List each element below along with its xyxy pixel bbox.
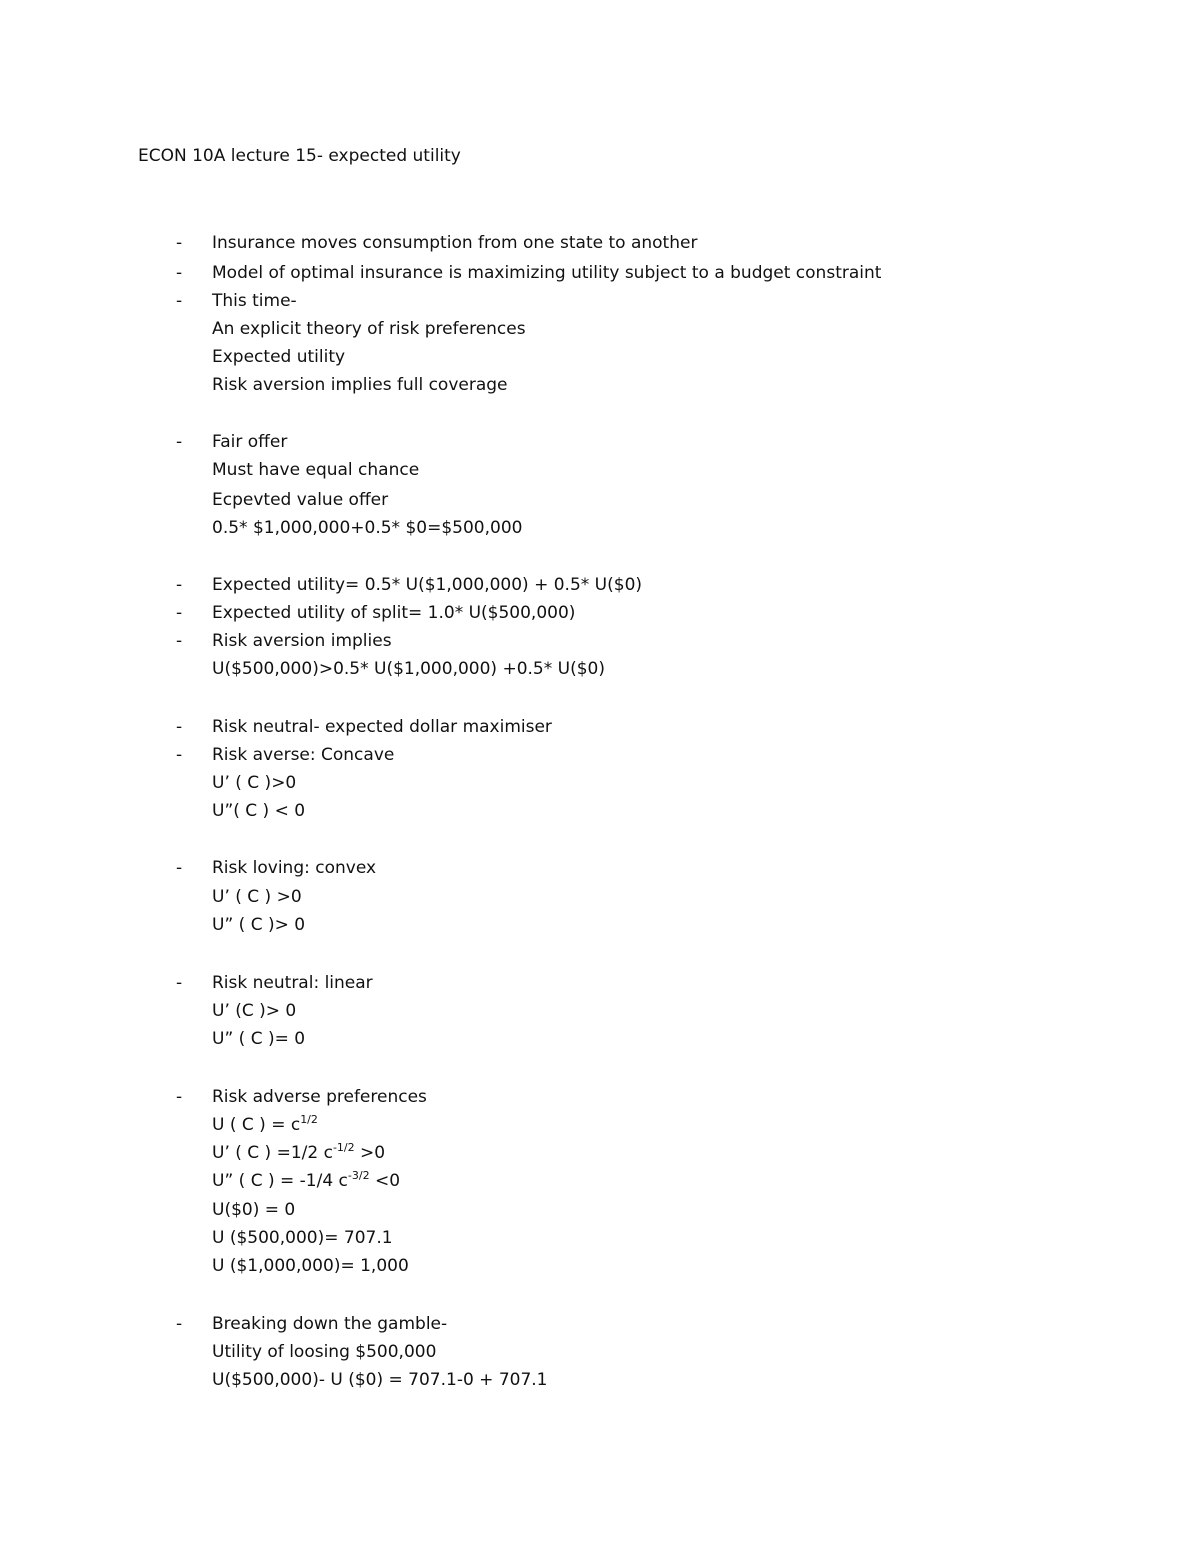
sub-line: U($500,000)- U ($0) = 707.1-0 + 707.1 <box>212 1370 548 1390</box>
bullet-dash: - <box>176 432 183 452</box>
bullet-item: This time- <box>212 291 297 311</box>
bullet-dash: - <box>176 575 183 595</box>
bullet-item: Risk loving: convex <box>212 858 377 878</box>
bullet-dash: - <box>176 291 183 311</box>
sub-line: U’ (C )> 0 <box>212 1001 297 1021</box>
superscript: -1/2 <box>332 1141 355 1154</box>
bullet-dash: - <box>176 233 183 253</box>
bullet-dash: - <box>176 603 183 623</box>
sub-line: Risk aversion implies full coverage <box>212 375 508 395</box>
bullet-dash: - <box>176 858 183 878</box>
bullet-item: Fair offer <box>212 432 288 452</box>
bullet-dash: - <box>176 263 183 283</box>
sub-line: U ($500,000)= 707.1 <box>212 1228 393 1248</box>
sub-line: U’ ( C )>0 <box>212 773 297 793</box>
sub-line <box>212 1113 318 1137</box>
bullet-dash: - <box>176 745 183 765</box>
text-segment: U” ( C ) = -1/4 c <box>212 1171 348 1191</box>
sub-line: Ecpevted value offer <box>212 490 389 510</box>
sub-line: U’ ( C ) >0 <box>212 887 302 907</box>
bullet-dash: - <box>176 631 183 651</box>
sub-line: Expected utility <box>212 347 346 367</box>
bullet-dash: - <box>176 1087 183 1107</box>
sub-line <box>212 1169 400 1193</box>
bullet-item: Risk adverse preferences <box>212 1087 427 1107</box>
superscript: 1/2 <box>300 1113 318 1126</box>
superscript: -3/2 <box>347 1169 370 1182</box>
bullet-dash: - <box>176 717 183 737</box>
sub-line: U($0) = 0 <box>212 1200 296 1220</box>
bullet-item: Model of optimal insurance is maximizing utility subject to a budget constraint <box>212 263 882 283</box>
bullet-item: Insurance moves consumption from one state to another <box>212 233 698 253</box>
bullet-item: Risk averse: Concave <box>212 745 395 765</box>
bullet-item: Risk neutral: linear <box>212 973 373 993</box>
sub-line <box>212 1141 385 1165</box>
sub-line: An explicit theory of risk preferences <box>212 319 526 339</box>
text-segment: U’ ( C ) =1/2 c <box>212 1143 333 1163</box>
text-segment: <0 <box>369 1171 401 1191</box>
sub-line: U ($1,000,000)= 1,000 <box>212 1256 409 1276</box>
sub-line: U” ( C )= 0 <box>212 1029 306 1049</box>
sub-line: Must have equal chance <box>212 460 420 480</box>
document-title: ECON 10A lecture 15- expected utility <box>138 146 461 166</box>
sub-line: U”( C ) < 0 <box>212 801 306 821</box>
sub-line: U” ( C )> 0 <box>212 915 306 935</box>
bullet-dash: - <box>176 1314 183 1334</box>
sub-line: Utility of loosing $500,000 <box>212 1342 437 1362</box>
sub-line: 0.5* $1,000,000+0.5* $0=$500,000 <box>212 518 523 538</box>
bullet-item: Risk neutral- expected dollar maximiser <box>212 717 552 737</box>
bullet-item: Breaking down the gamble- <box>212 1314 448 1334</box>
bullet-item: Risk aversion implies <box>212 631 392 651</box>
sub-line: U($500,000)>0.5* U($1,000,000) +0.5* U($0) <box>212 659 605 679</box>
text-segment: >0 <box>354 1143 386 1163</box>
bullet-dash: - <box>176 973 183 993</box>
text-segment: U ( C ) = c <box>212 1115 301 1135</box>
bullet-item: Expected utility of split= 1.0* U($500,000) <box>212 603 576 623</box>
bullet-item: Expected utility= 0.5* U($1,000,000) + 0.5* U($0) <box>212 575 643 595</box>
